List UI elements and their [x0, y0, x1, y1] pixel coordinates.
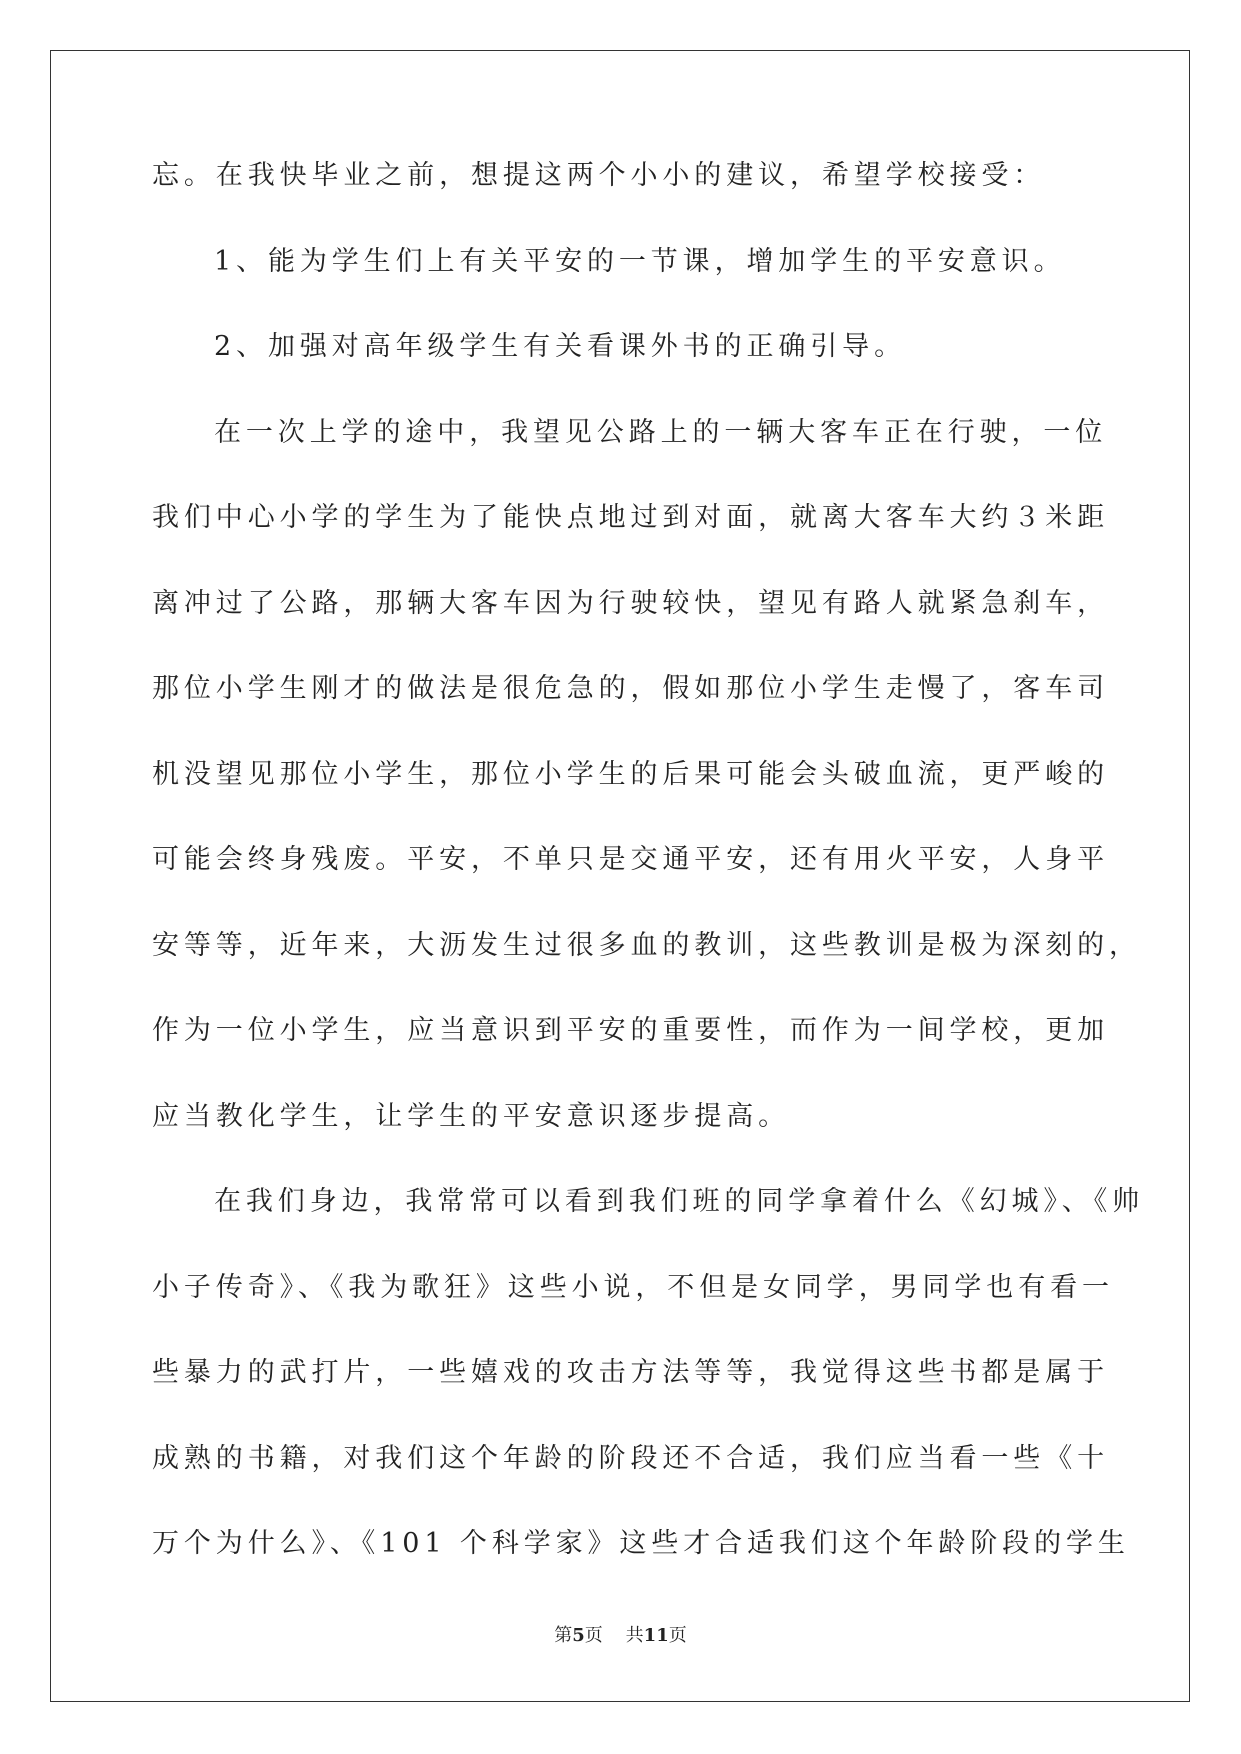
text-line: 那位小学生刚才的做法是很危急的，假如那位小学生走慢了，客车司 [152, 673, 1109, 704]
total-pages: 11 [643, 1625, 669, 1646]
text-line: 作为一位小学生，应当意识到平安的重要性，而作为一间学校，更加 [152, 1015, 1109, 1046]
text-line: 离冲过了公路，那辆大客车因为行驶较快，望见有路人就紧急刹车， [152, 587, 1109, 619]
text-line: 万个为什么》、《101 个科学家》这些才合适我们这个年龄阶段的学生 [152, 1528, 1130, 1559]
text-line: 在一次上学的途中，我望见公路上的一辆大客车正在行驶，一位 [214, 416, 1108, 448]
page-footer [0, 1626, 1241, 1646]
text-line: 忘。在我快毕业之前，想提这两个小小的建议，希望学校接受： [152, 160, 1046, 191]
text-line: 安等等，近年来，大沥发生过很多血的教训，这些教训是极为深刻的， [152, 929, 1141, 961]
document-body [152, 160, 1144, 1616]
text-line: 机没望见那位小学生，那位小学生的后果可能会头破血流，更严峻的 [152, 758, 1109, 790]
footer-prefix: 第 [554, 1625, 573, 1646]
suggestion-1: 1、能为学生们上有关平安的一节课，增加学生的平安意识。 [214, 245, 1066, 277]
suggestion-2: 2、加强对高年级学生有关看课外书的正确引导。 [214, 331, 906, 362]
text-line: 小子传奇》、《我为歌狂》这些小说，不但是女同学，男同学也有看一 [152, 1271, 1114, 1303]
text-line: 应当教化学生，让学生的平安意识逐步提高。 [152, 1100, 790, 1132]
total-prefix: 共 [625, 1625, 644, 1646]
text-line: 可能会终身残废。平安，不单只是交通平安，还有用火平安，人身平 [152, 844, 1109, 875]
text-line: 我们中心小学的学生为了能快点地过到对面，就离大客车大约３米距 [152, 502, 1109, 533]
page-suffix: 页 [584, 1625, 603, 1646]
text-line: 些暴力的武打片，一些嬉戏的攻击方法等等，我觉得这些书都是属于 [152, 1357, 1109, 1388]
total-suffix: 页 [668, 1625, 687, 1646]
text-line: 成熟的书籍，对我们这个年龄的阶段还不合适，我们应当看一些《十 [152, 1442, 1109, 1474]
text-line: 在我们身边，我常常可以看到我们班的同学拿着什么《幻城》、《帅 [214, 1186, 1144, 1217]
page-number: 5 [572, 1625, 585, 1646]
